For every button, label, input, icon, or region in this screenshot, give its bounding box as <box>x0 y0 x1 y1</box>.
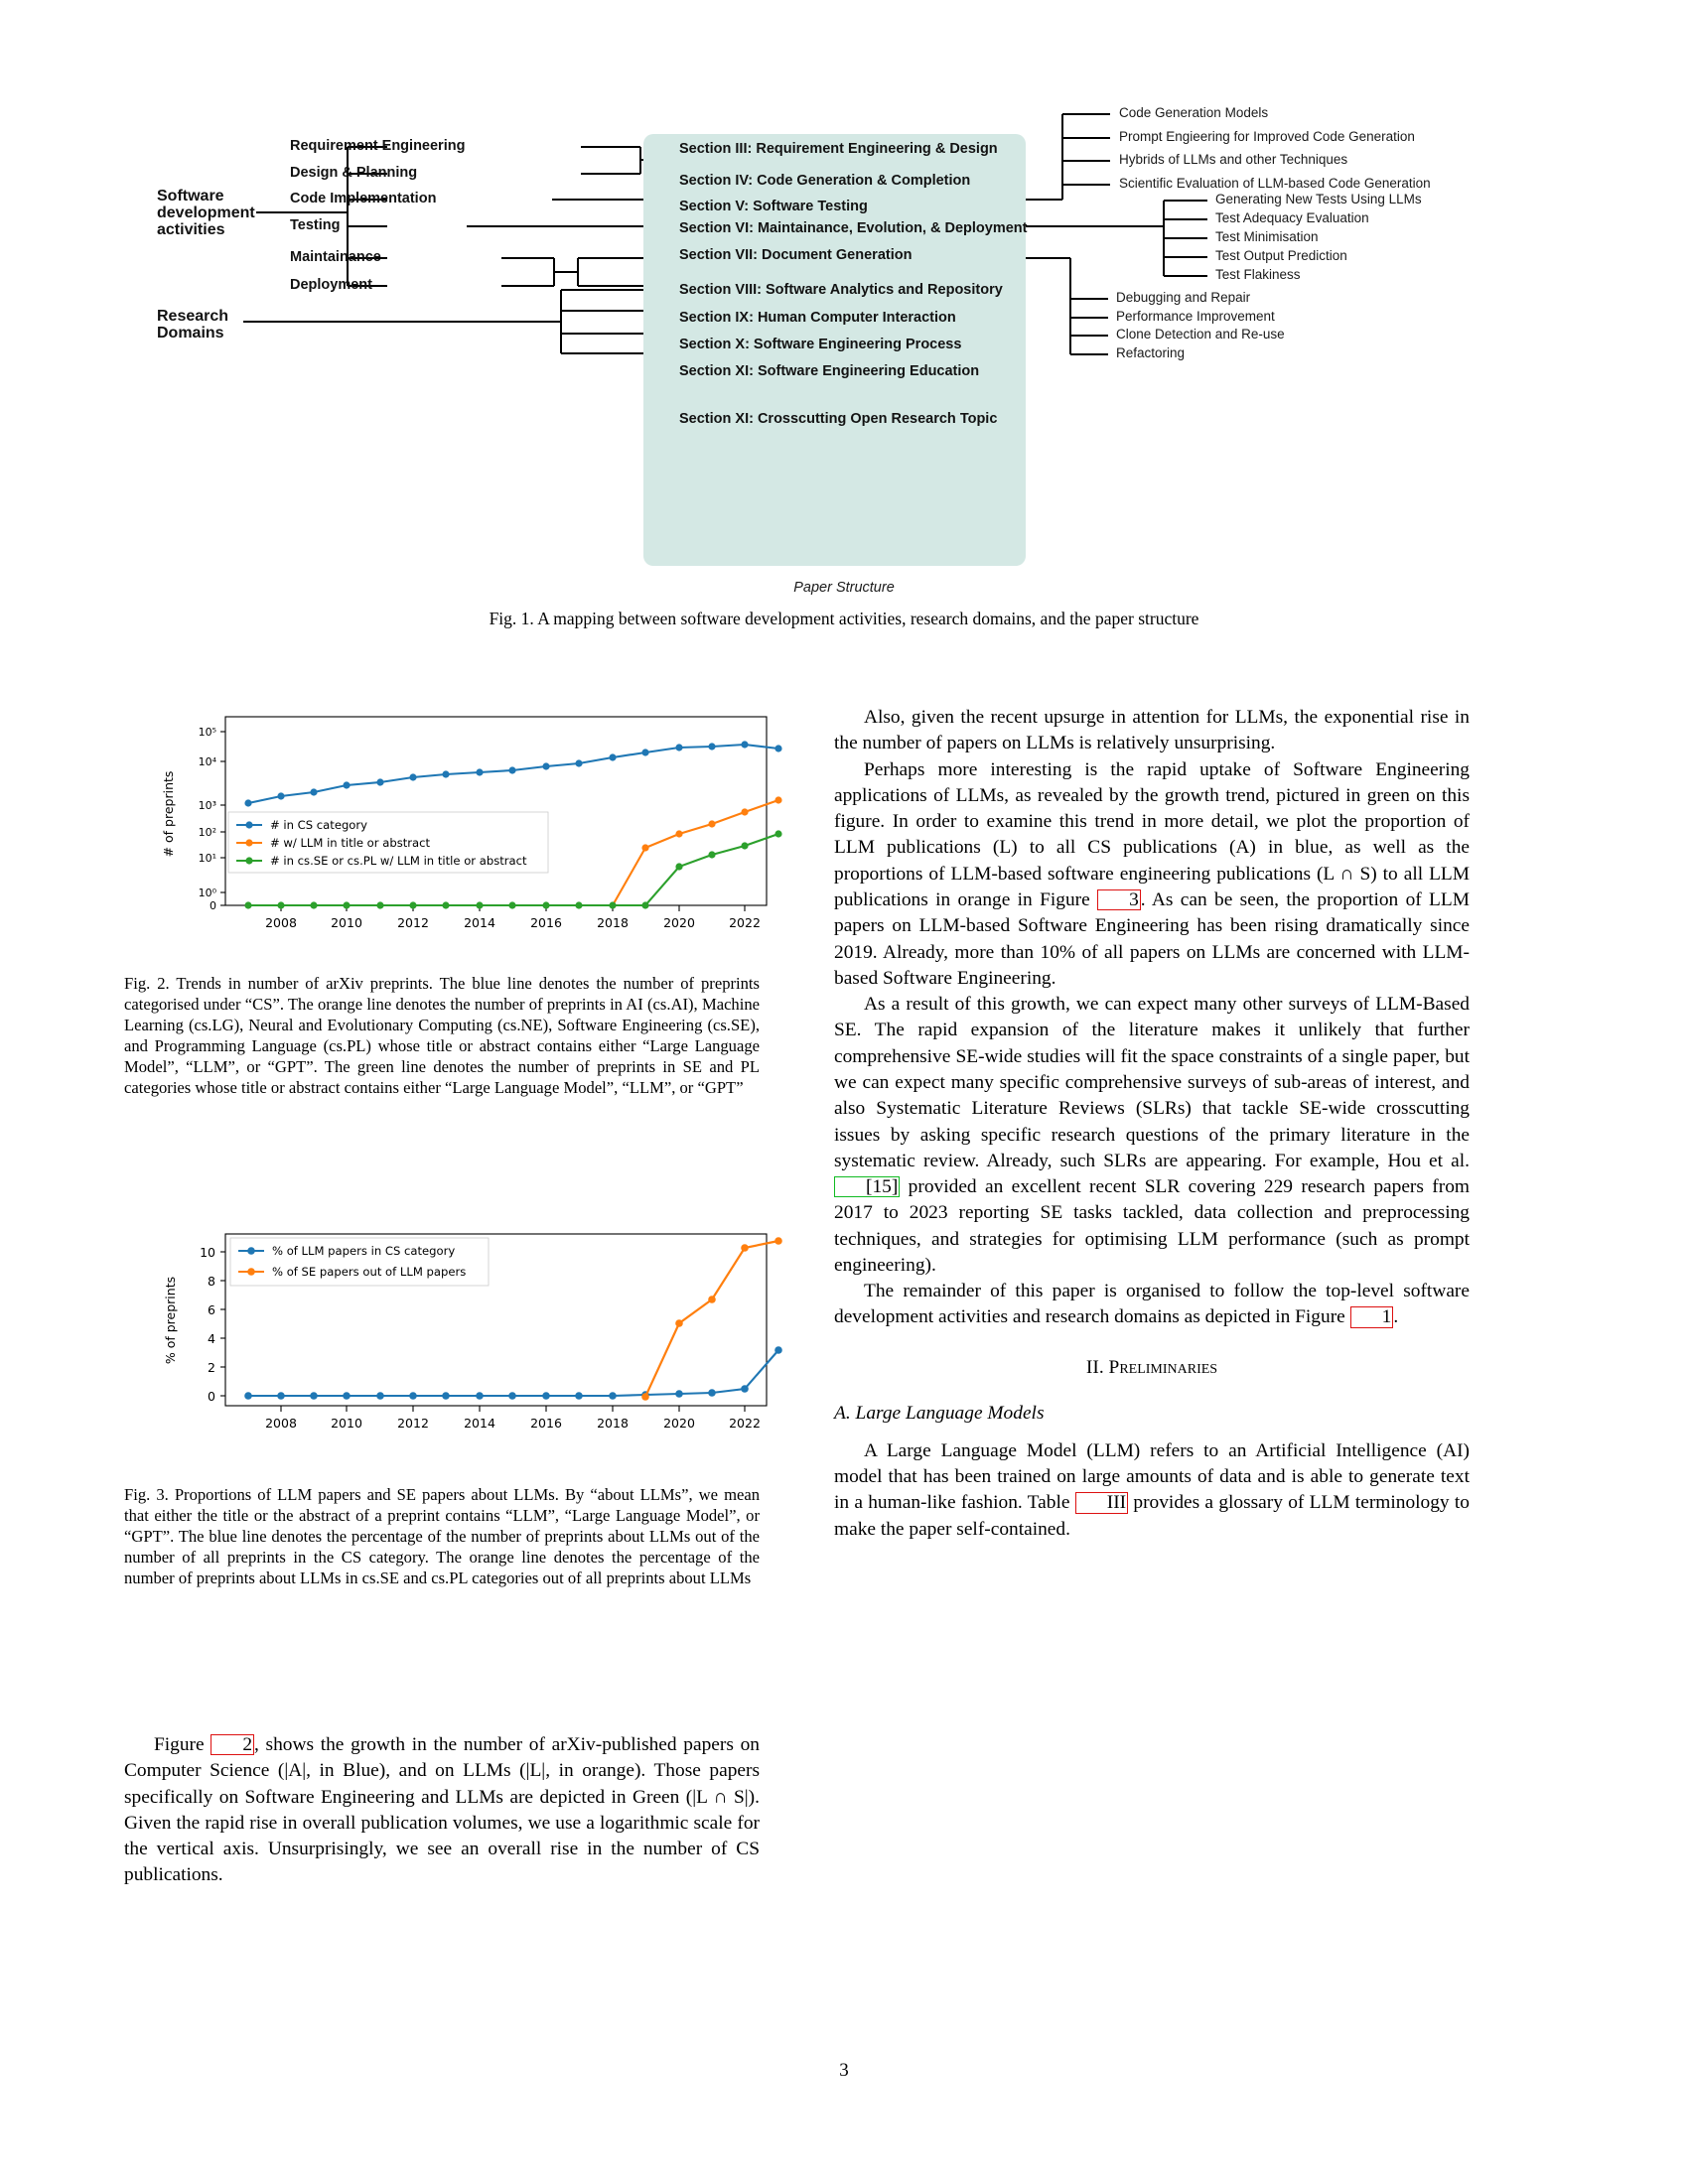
testing-subtopic-1: Generating New Tests Using LLMs <box>1215 192 1422 206</box>
figure-3-caption: Fig. 3. Proportions of LLM papers and SE papers about LLMs. By “about LLMs”, we mean that either the title or the abstract of a preprint contains “LLM”, “Large Language Model”, or “GPT”. The blue line denotes the percentage of the number of preprints about LLMs out of the number of all preprints in the CS category. The orange line denotes the percentage of the number of preprints about LLMs in cs.SE and cs.PL categories out of all preprints about LLMs <box>124 1485 760 1588</box>
paper-structure-caption: Paper Structure <box>793 580 895 596</box>
svg-text:8: 8 <box>208 1274 215 1289</box>
svg-text:2020: 2020 <box>663 1416 695 1431</box>
activity-testing: Testing <box>290 217 341 233</box>
figure-1-caption: Fig. 1. A mapping between software development activities, research domains, and the paper structure <box>489 609 1199 628</box>
testing-subtopic-3: Test Minimisation <box>1215 229 1319 244</box>
paragraph-3-part-b: provided an excellent recent SLR covering 229 research papers from 2017 to 2023 reporting SE tasks tackled, data collection and preprocessing techniques, and strategies for optimising LLM performance (such as prompt engineering). <box>834 1176 1470 1276</box>
svg-text:2012: 2012 <box>397 915 429 930</box>
paragraph-5 <box>834 1438 1470 1543</box>
table-3-link[interactable]: III <box>1075 1492 1128 1513</box>
citation-15-link[interactable]: [15] <box>834 1176 900 1197</box>
section-number: II. <box>1085 1356 1104 1378</box>
maintenance-subtopic-4: Refactoring <box>1116 345 1186 360</box>
figure-3-svg <box>151 1216 786 1454</box>
section-11b-label: Section XI: Crosscutting Open Research Topic <box>679 411 998 427</box>
svg-text:2022: 2022 <box>729 915 761 930</box>
figure-2-caption: Fig. 2. Trends in number of arXiv preprints. The blue line denotes the number of preprints categorised under “CS”. The orange line denotes the number of preprints in AI (cs.AI), Machine Learning (cs.LG), Neural and Evolutionary Computing (cs.NE), Software Engineering (cs.SE), and Programming Language (cs.PL) whose title or abstract contains either “Large Language Model”, “LLM”, or “GPT”. The green line denotes the number of preprints in SE and PL categories whose title or abstract contains either “Large Language Model”, “LLM”, or “GPT” <box>124 974 760 1098</box>
svg-text:10⁵: 10⁵ <box>198 726 216 739</box>
figure-ref-rest: , shows the growth in the number of arXiv-published papers on Computer Science (|A|, in Blue), and on LLMs (|L|, in orange). Those papers specifically on Software Engineering and LLMs are depicted in Green (|L ∩ S|). Given the rapid rise in overall publication volumes, we use a logarithmic scale for the vertical axis. Unsurprisingly, we see an overall rise in the number of CS publications. <box>124 1734 760 1886</box>
section-8-label: Section VIII: Software Analytics and Repository <box>679 282 1003 298</box>
paragraph-5-part-b: provides a glossary of LLM terminology to make the paper self-contained. <box>834 1492 1470 1540</box>
legend-label-llm-title-abstract: # w/ LLM in title or abstract <box>270 836 431 850</box>
activity-code-implementation: Code Implementation <box>290 191 437 206</box>
svg-text:2014: 2014 <box>464 915 495 930</box>
activity-maintainance: Maintainance <box>290 249 381 265</box>
activity-design-planning: Design & Planning <box>290 165 418 181</box>
figure-1-diagram <box>0 94 1688 591</box>
svg-text:2008: 2008 <box>265 915 297 930</box>
figure-2-chart <box>151 705 786 953</box>
paragraph-2-part-b: . As can be seen, the proportion of LLM papers on LLM-based Software Engineering has been rising dramatically since 2019. Already, more than 10% of all papers on LLMs are concerned with LLM-based Software Engineering. <box>834 888 1470 989</box>
section-3-label: Section III: Requirement Engineering & Design <box>679 141 998 157</box>
section-heading-preliminaries <box>834 1357 1470 1379</box>
figure-3-legend <box>230 1238 489 1286</box>
code-subtopic-4: Scientific Evaluation of LLM-based Code Generation <box>1119 176 1431 191</box>
activity-requirement-engineering: Requirement Engineering <box>290 138 466 154</box>
section-6-label: Section VI: Maintainance, Evolution, & Deployment <box>679 220 1028 236</box>
svg-text:2016: 2016 <box>530 915 562 930</box>
svg-text:2016: 2016 <box>530 1416 562 1431</box>
svg-text:4: 4 <box>208 1331 215 1346</box>
section-7-label: Section VII: Document Generation <box>679 247 913 263</box>
testing-subtopic-4: Test Output Prediction <box>1215 248 1347 263</box>
paragraph-5-part-a: A Large Language Model (LLM) refers to an Artificial Intelligence (AI) model that has been trained on large amounts of data and is able to generate text in a human-like fashion. Table <box>834 1439 1470 1514</box>
paragraph-2-part-a: Perhaps more interesting is the rapid uptake of Software Engineering applications of LLMs, as revealed by the growth trend, pictured in green on this figure. In order to examine this trend in more detail, we plot the proportion of LLM publications (L) to all CS publications (A) in blue, as well as the proportions of LLM-based software engineering publications (L ∩ S) to all LLM publications in orange in Figure <box>834 758 1470 910</box>
figure-2-svg <box>151 705 786 953</box>
paragraph-figure2-discussion <box>124 1732 760 1889</box>
activity-deployment: Deployment <box>290 277 372 293</box>
figure-2-legend <box>228 812 548 873</box>
testing-subtopic-2: Test Adequacy Evaluation <box>1215 210 1369 225</box>
svg-text:% of preprints: % of preprints <box>163 1276 178 1365</box>
svg-text:2018: 2018 <box>597 915 629 930</box>
svg-text:0: 0 <box>208 1389 215 1404</box>
root-research-domains: Research Domains <box>157 308 229 341</box>
section-11-label: Section XI: Software Engineering Education <box>679 363 980 379</box>
svg-text:10: 10 <box>200 1245 215 1260</box>
code-subtopic-2: Prompt Engieering for Improved Code Generation <box>1119 129 1415 144</box>
code-subtopic-3: Hybrids of LLMs and other Techniques <box>1119 152 1348 167</box>
svg-text:10¹: 10¹ <box>198 852 216 865</box>
maintenance-subtopic-1: Debugging and Repair <box>1116 290 1251 305</box>
legend-label-se-pl-llm: # in cs.SE or cs.PL w/ LLM in title or abstract <box>270 854 527 868</box>
svg-text:10³: 10³ <box>198 799 216 812</box>
section-9-label: Section IX: Human Computer Interaction <box>679 310 956 326</box>
paragraph-4 <box>834 1279 1470 1331</box>
figure-ref-prefix: Figure <box>154 1734 211 1755</box>
svg-text:2: 2 <box>208 1360 215 1375</box>
section-5-label: Section V: Software Testing <box>679 199 868 214</box>
left-column-body <box>124 1732 760 1889</box>
legend-label-cs-category: # in CS category <box>270 818 368 832</box>
paragraph-2 <box>834 757 1470 993</box>
svg-text:6: 6 <box>208 1302 215 1317</box>
maintenance-subtopic-3: Clone Detection and Re-use <box>1116 327 1285 341</box>
svg-text:2010: 2010 <box>331 915 362 930</box>
svg-text:2008: 2008 <box>265 1416 297 1431</box>
root-software-development-activities: Software development activities <box>157 188 255 238</box>
svg-text:10⁴: 10⁴ <box>198 755 216 768</box>
legend-label-se-out-of-llm: % of SE papers out of LLM papers <box>272 1265 467 1279</box>
figure-2-link[interactable]: 2 <box>211 1734 254 1755</box>
svg-text:2012: 2012 <box>397 1416 429 1431</box>
legend-label-llm-in-cs: % of LLM papers in CS category <box>272 1244 456 1258</box>
figure-2-caption-block <box>124 973 760 1098</box>
svg-text:2014: 2014 <box>464 1416 495 1431</box>
svg-text:10²: 10² <box>198 826 216 839</box>
svg-text:2010: 2010 <box>331 1416 362 1431</box>
right-column-body <box>834 705 1470 1543</box>
figure-1-link[interactable]: 1 <box>1350 1306 1394 1327</box>
section-10-label: Section X: Software Engineering Process <box>679 337 962 352</box>
paragraph-3 <box>834 992 1470 1279</box>
svg-text:2018: 2018 <box>597 1416 629 1431</box>
svg-text:2022: 2022 <box>729 1416 761 1431</box>
testing-subtopic-5: Test Flakiness <box>1215 267 1301 282</box>
svg-text:0: 0 <box>210 899 216 912</box>
figure-3-caption-block <box>124 1484 760 1588</box>
paragraph-1: Also, given the recent upsurge in attention for LLMs, the exponential rise in the number of papers on LLMs is relatively unsurprising. <box>834 707 1470 754</box>
paragraph-4-part-a: The remainder of this paper is organised to follow the top-level software development activities and research domains as depicted in Figure <box>834 1281 1470 1328</box>
subsection-heading-llm: A. Large Language Models <box>834 1402 1045 1424</box>
code-subtopic-1: Code Generation Models <box>1119 105 1269 120</box>
svg-text:10⁰: 10⁰ <box>198 887 216 899</box>
paragraph-3-part-a: As a result of this growth, we can expect many other surveys of LLM-Based SE. The rapid expansion of the literature makes it unlikely that further comprehensive SE-wide studies will fit the space constraints of a single paper, but we can expect many specific comprehensive surveys of sub-areas of interest, and also Systematic Literature Reviews (SLRs) that tackle SE-wide crosscutting issues by asking specific research questions of the primary literature in the systematic review. Already, such SLRs are appearing. For example, Hou et al. <box>834 994 1470 1171</box>
figure-3-chart <box>151 1216 786 1454</box>
section-title: Preliminaries <box>1108 1356 1218 1378</box>
svg-text:# of preprints: # of preprints <box>161 770 176 858</box>
page-number: 3 <box>839 2060 849 2081</box>
section-4-label: Section IV: Code Generation & Completion <box>679 173 971 189</box>
svg-text:2020: 2020 <box>663 915 695 930</box>
figure-3-link[interactable]: 3 <box>1097 889 1141 910</box>
paragraph-4-part-b: . <box>1393 1306 1399 1328</box>
maintenance-subtopic-2: Performance Improvement <box>1116 309 1275 324</box>
